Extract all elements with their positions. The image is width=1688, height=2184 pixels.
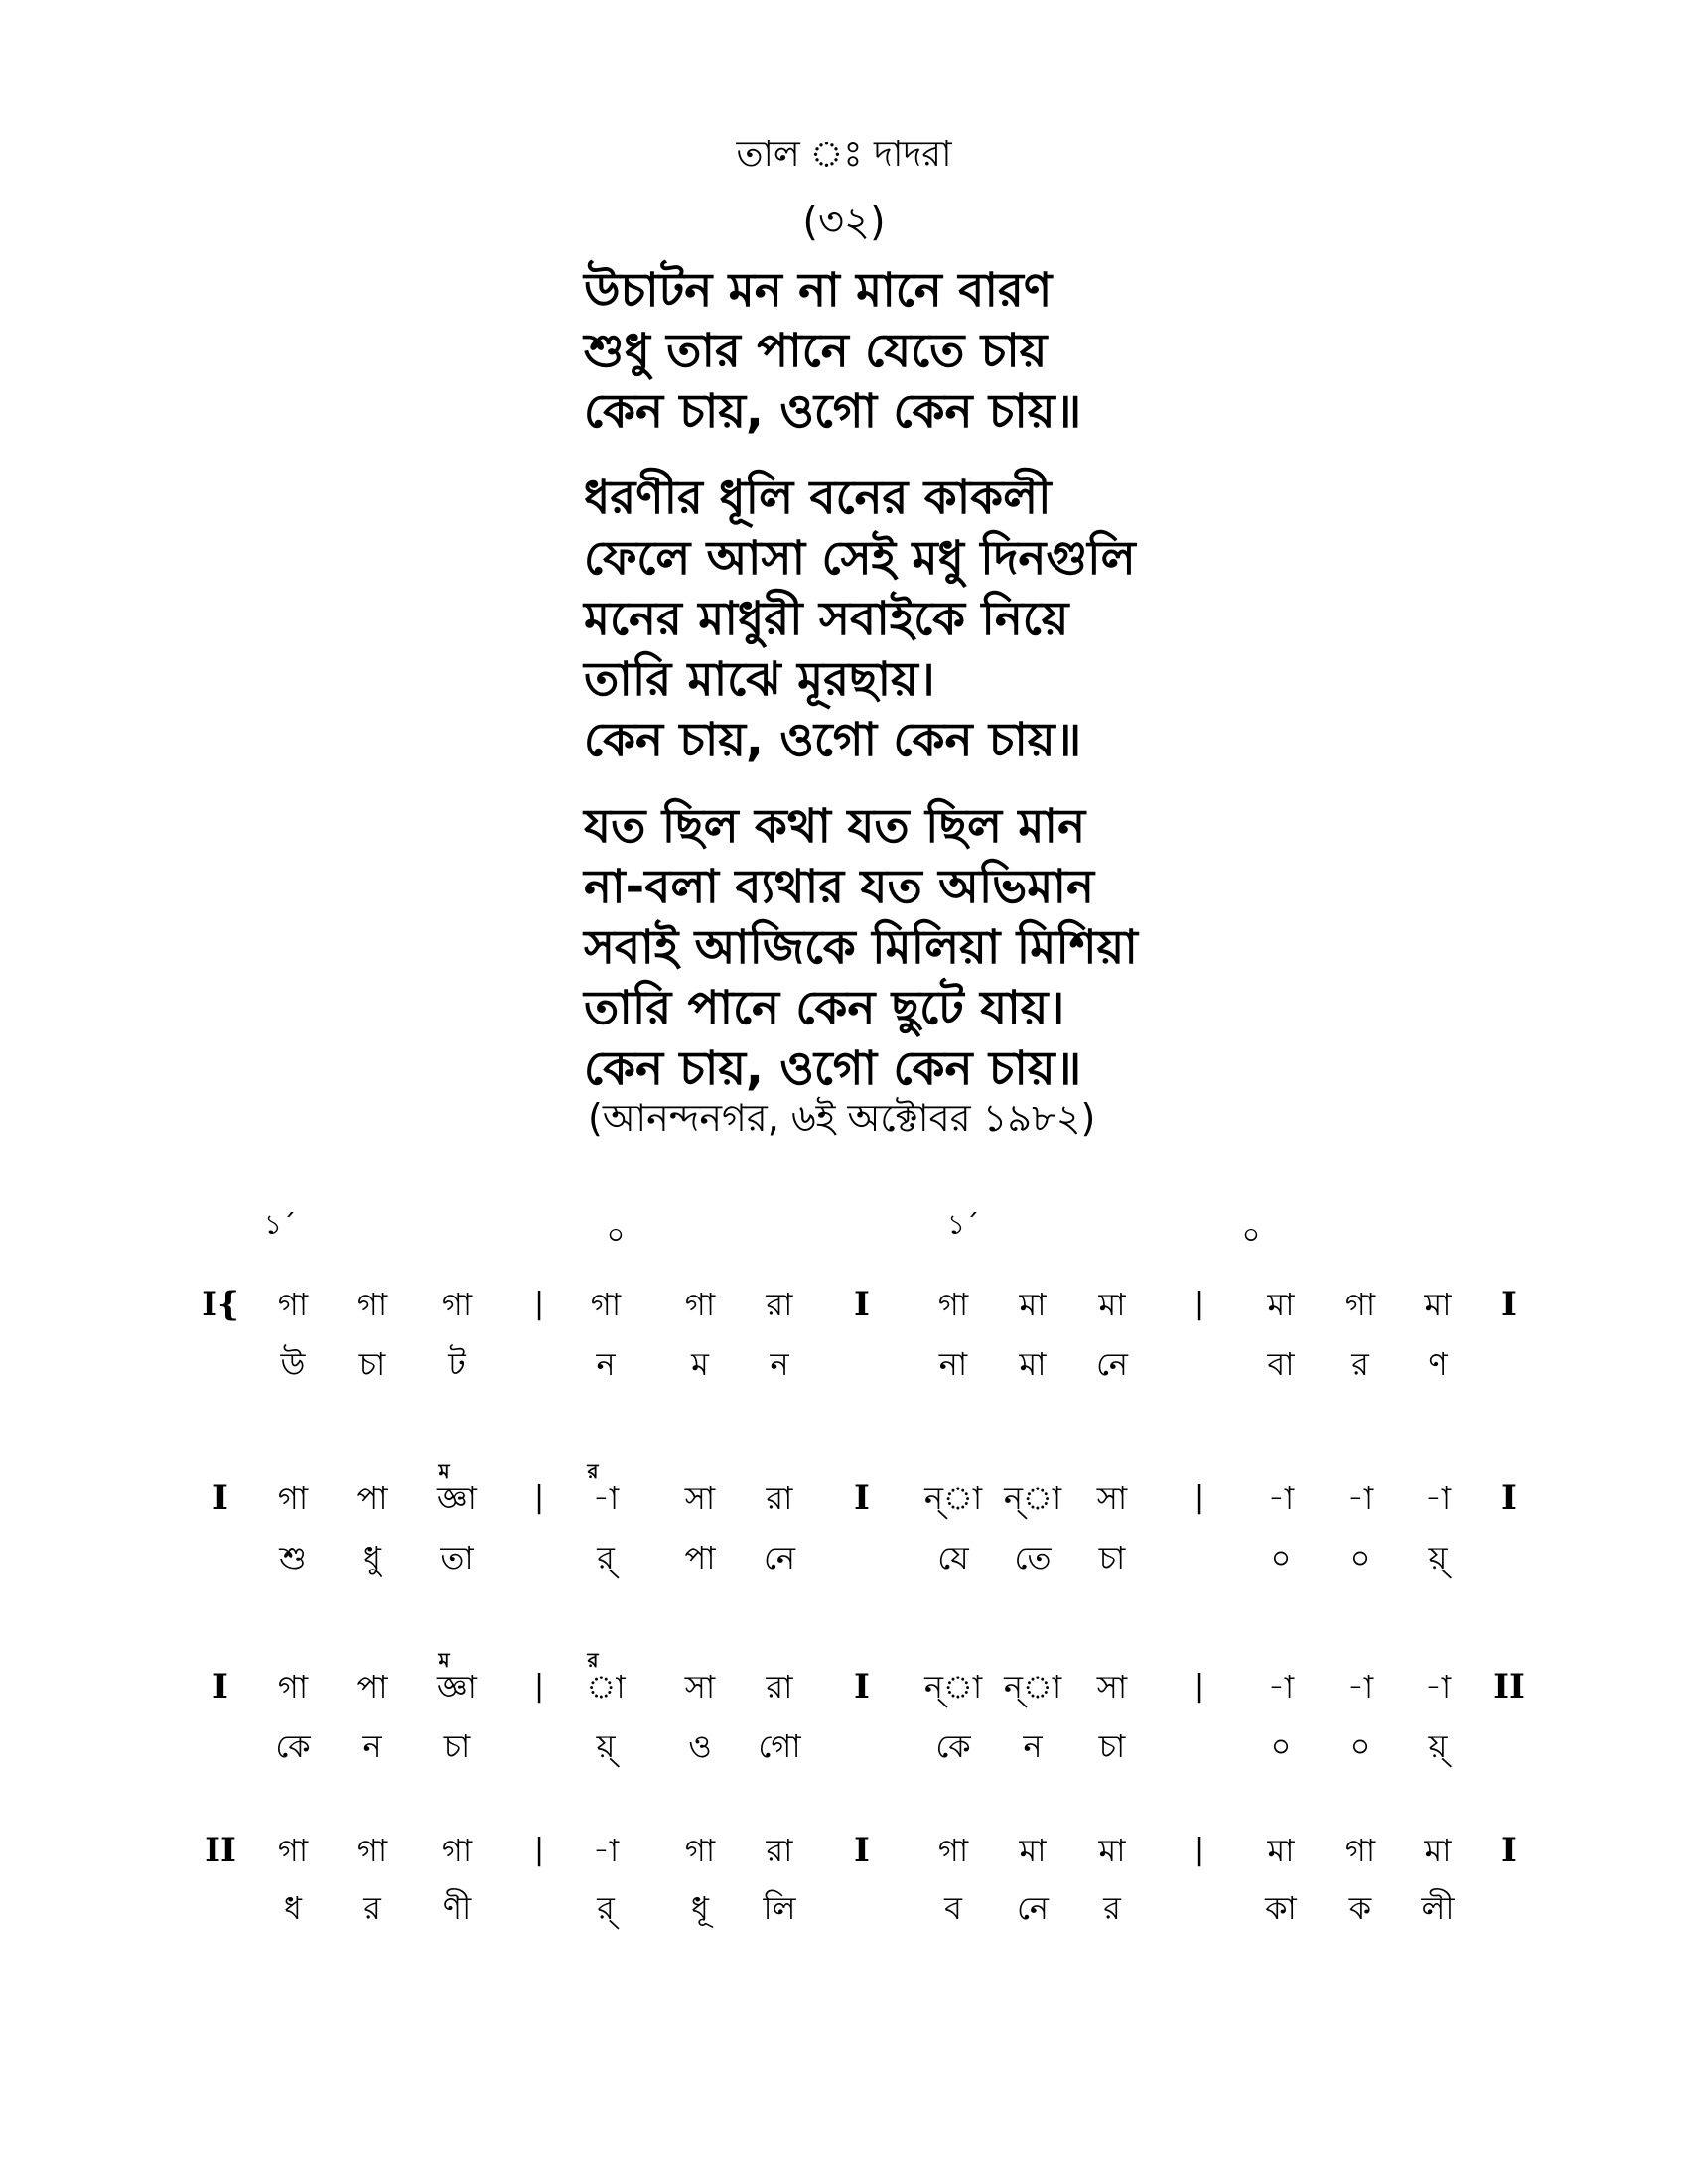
- bar-line: I: [212, 1478, 228, 1518]
- lyric-syllable: বা: [1267, 1345, 1295, 1383]
- lyric-syllable: র: [1103, 1889, 1121, 1927]
- lyric-line: তারি মাঝে মূরছায়।: [584, 652, 935, 707]
- swar-note: পা: [356, 1479, 388, 1517]
- swar-note: গা: [356, 1832, 388, 1869]
- lyric-syllable: গো: [758, 1727, 801, 1765]
- song-number: (৩২): [802, 200, 886, 245]
- swar-note: গা: [937, 1832, 969, 1869]
- lyric-syllable: শু: [279, 1539, 307, 1576]
- taal-mark: ০: [606, 1218, 626, 1251]
- swar-note: -া: [1267, 1668, 1295, 1706]
- bar-line: I: [212, 1667, 228, 1706]
- lyric-line: শুধু তার পানে যেতে চায়: [584, 324, 1048, 378]
- lyric-syllable: চা: [1098, 1539, 1126, 1576]
- lyric-line: ফেলে আসা সেই মধু দিনগুলি: [584, 531, 1136, 586]
- lyric-syllable: ণ: [1428, 1345, 1448, 1383]
- lyric-syllable: ন: [362, 1727, 382, 1765]
- bar-line: I{: [202, 1285, 239, 1324]
- swar-note: গা: [441, 1832, 473, 1869]
- lyric-syllable: র: [1351, 1345, 1369, 1383]
- lyric-syllable: য়্: [1428, 1539, 1448, 1576]
- swar-note: গা: [1344, 1832, 1376, 1869]
- lyric-syllable: তে: [1014, 1539, 1052, 1576]
- swar-row: [0, 1648, 1688, 1712]
- bar-line: I: [854, 1667, 870, 1706]
- swar-note: গা: [441, 1286, 473, 1323]
- kan-swar: ম: [438, 1648, 450, 1672]
- stanza: [584, 468, 1279, 770]
- composition-date: (আনন্দনগর, ৬ই অক্টোবর ১৯৮২): [588, 1096, 1096, 1140]
- bar-line: I: [854, 1831, 870, 1870]
- swar-note: রা: [766, 1832, 793, 1869]
- swar-note: গা: [590, 1286, 622, 1323]
- lyric-syllable: নে: [763, 1539, 796, 1576]
- swar-note: -া: [1424, 1479, 1452, 1517]
- swar-note: মা: [1424, 1832, 1452, 1869]
- swar-row: [0, 1281, 1688, 1330]
- lyric-syllable: ও: [688, 1727, 712, 1765]
- bar-line: II: [1493, 1667, 1525, 1706]
- swar-note: -া: [1267, 1479, 1295, 1517]
- swar-note: রা: [766, 1668, 793, 1706]
- lyric-line: উচাটন মন না মানে বারণ: [584, 263, 1053, 318]
- lyric-syllable: কে: [275, 1727, 311, 1765]
- swar-note: -া: [1346, 1668, 1374, 1706]
- beat-separator: |: [1194, 1480, 1205, 1515]
- lyric-line: না-বলা ব্যথার যত অভিমান: [584, 860, 1095, 914]
- lyric-syllable: মা: [1019, 1345, 1047, 1383]
- lyric-syllable: ট: [448, 1345, 466, 1383]
- lyric-syllable: র: [363, 1889, 381, 1927]
- swar-note: সা: [684, 1479, 716, 1517]
- swar-note: -া: [592, 1832, 620, 1869]
- stanza: [584, 796, 1279, 1099]
- swar-note: রা: [766, 1286, 793, 1323]
- lyric-syllable: ০: [1349, 1727, 1371, 1765]
- swar-note: জ্ঞা: [437, 1479, 477, 1517]
- beat-separator: |: [1194, 1833, 1205, 1867]
- lyric-syllable: যে: [937, 1539, 969, 1576]
- swar-note: গা: [277, 1479, 309, 1517]
- lyric-syllable: ধূ: [691, 1889, 709, 1927]
- swar-note: গা: [356, 1286, 388, 1323]
- lyrics-block: [584, 260, 1279, 1125]
- taal-label: তাল ঃ দাদরা: [736, 134, 952, 175]
- swar-note: মা: [1267, 1286, 1295, 1323]
- lyric-syllable: চা: [358, 1345, 386, 1383]
- lyric-syllable: কে: [935, 1727, 971, 1765]
- lyric-syllable: পা: [684, 1539, 716, 1576]
- lyric-syllable: ন: [596, 1345, 616, 1383]
- swar-note: ন্া: [923, 1479, 983, 1517]
- swar-note: সা: [1096, 1668, 1128, 1706]
- beat-separator: |: [533, 1669, 545, 1704]
- lyric-syllable: তা: [440, 1539, 474, 1576]
- lyric-syllable: ০: [1270, 1539, 1292, 1576]
- lyric-syllable: ব: [944, 1889, 962, 1927]
- swar-note: গা: [937, 1286, 969, 1323]
- swar-row: [0, 1459, 1688, 1524]
- lyric-syllable: উ: [280, 1345, 306, 1383]
- lyric-line: কেন চায়, ওগো কেন চায়॥: [584, 713, 1082, 767]
- swar-note: গা: [1344, 1286, 1376, 1323]
- beat-separator: |: [1194, 1669, 1205, 1704]
- lyric-syllable: লী: [1421, 1889, 1455, 1927]
- swar-note: সা: [1096, 1479, 1128, 1517]
- swar-note: -া: [592, 1479, 620, 1517]
- lyric-syllable: ০: [1270, 1727, 1292, 1765]
- swar-note: গা: [684, 1832, 716, 1869]
- swar-note: সা: [684, 1668, 716, 1706]
- lyric-line: সবাই আজিকে মিলিয়া মিশিয়া: [584, 920, 1138, 975]
- lyric-syllable: না: [938, 1345, 968, 1383]
- lyric-syllable-row: [0, 1340, 1688, 1390]
- bar-line: I: [854, 1478, 870, 1518]
- swar-note: ন্া: [923, 1668, 983, 1706]
- kan-swar: র: [587, 1459, 599, 1483]
- lyric-syllable-row: [0, 1534, 1688, 1583]
- bar-line: I: [1501, 1478, 1517, 1518]
- lyric-syllable: ক: [1348, 1889, 1372, 1927]
- lyric-syllable: ন: [770, 1345, 789, 1383]
- lyric-syllable-row: [0, 1722, 1688, 1772]
- bar-line: I: [1501, 1831, 1517, 1870]
- beat-separator: |: [1194, 1287, 1205, 1321]
- lyric-line: কেন চায়, ওগো কেন চায়॥: [584, 384, 1082, 439]
- swar-row: [0, 1827, 1688, 1876]
- taal-mark: ১´: [263, 1208, 297, 1241]
- lyric-syllable: ধ: [284, 1889, 302, 1927]
- lyric-syllable: র্: [597, 1889, 615, 1927]
- swar-note: ন্া: [1003, 1668, 1062, 1706]
- bar-line: I: [854, 1285, 870, 1324]
- swar-note: -া: [1346, 1479, 1374, 1517]
- swar-note: -া: [1424, 1668, 1452, 1706]
- lyric-syllable: নে: [1095, 1345, 1129, 1383]
- lyric-line: ধরণীর ধূলি বনের কাকলী: [584, 471, 1052, 525]
- lyric-line: তারি পানে কেন ছুটে যায়।: [584, 981, 1065, 1035]
- beat-separator: |: [533, 1480, 545, 1515]
- swar-note: গা: [684, 1286, 716, 1323]
- swar-note: পা: [356, 1668, 388, 1706]
- lyric-syllable: ০: [1349, 1539, 1371, 1576]
- swar-note: রা: [766, 1479, 793, 1517]
- bar-line: II: [205, 1831, 236, 1870]
- taal-mark: ১´: [946, 1208, 980, 1241]
- lyric-syllable: ধু: [363, 1539, 381, 1576]
- lyric-syllable: র্: [597, 1539, 615, 1576]
- swar-note: মা: [1098, 1832, 1126, 1869]
- swar-note: া: [586, 1668, 626, 1706]
- lyric-syllable: চা: [1098, 1727, 1126, 1765]
- stanza: [584, 260, 1279, 442]
- lyric-syllable-row: [0, 1884, 1688, 1934]
- lyric-syllable: ন: [1023, 1727, 1043, 1765]
- lyric-syllable: ম: [691, 1345, 709, 1383]
- swar-note: ন্া: [1003, 1479, 1062, 1517]
- lyric-syllable: য়্: [596, 1727, 616, 1765]
- kan-swar: র: [587, 1648, 599, 1672]
- swar-note: মা: [1267, 1832, 1295, 1869]
- swar-note: মা: [1019, 1832, 1047, 1869]
- taal-mark: ০: [1241, 1218, 1261, 1251]
- lyric-line: কেন চায়, ওগো কেন চায়॥: [584, 1041, 1082, 1096]
- beat-separator: |: [533, 1287, 545, 1321]
- swar-note: মা: [1098, 1286, 1126, 1323]
- swar-note: জ্ঞা: [437, 1668, 477, 1706]
- lyric-syllable: ণী: [442, 1889, 472, 1927]
- swar-note: গা: [277, 1668, 309, 1706]
- swar-note: গা: [277, 1286, 309, 1323]
- bar-line: I: [1501, 1285, 1517, 1324]
- beat-separator: |: [533, 1833, 545, 1867]
- lyric-line: মনের মাধুরী সবাইকে নিয়ে: [584, 592, 1069, 646]
- swar-note: মা: [1019, 1286, 1047, 1323]
- swar-note: গা: [277, 1832, 309, 1869]
- lyric-syllable: লি: [763, 1889, 796, 1927]
- lyric-line: যত ছিল কথা যত ছিল মান: [584, 799, 1086, 854]
- lyric-syllable: নে: [1016, 1889, 1050, 1927]
- lyric-syllable: কা: [1265, 1889, 1297, 1927]
- lyric-syllable: য়্: [1428, 1727, 1448, 1765]
- kan-swar: ম: [438, 1459, 450, 1483]
- lyric-syllable: চা: [443, 1727, 471, 1765]
- swar-note: মা: [1424, 1286, 1452, 1323]
